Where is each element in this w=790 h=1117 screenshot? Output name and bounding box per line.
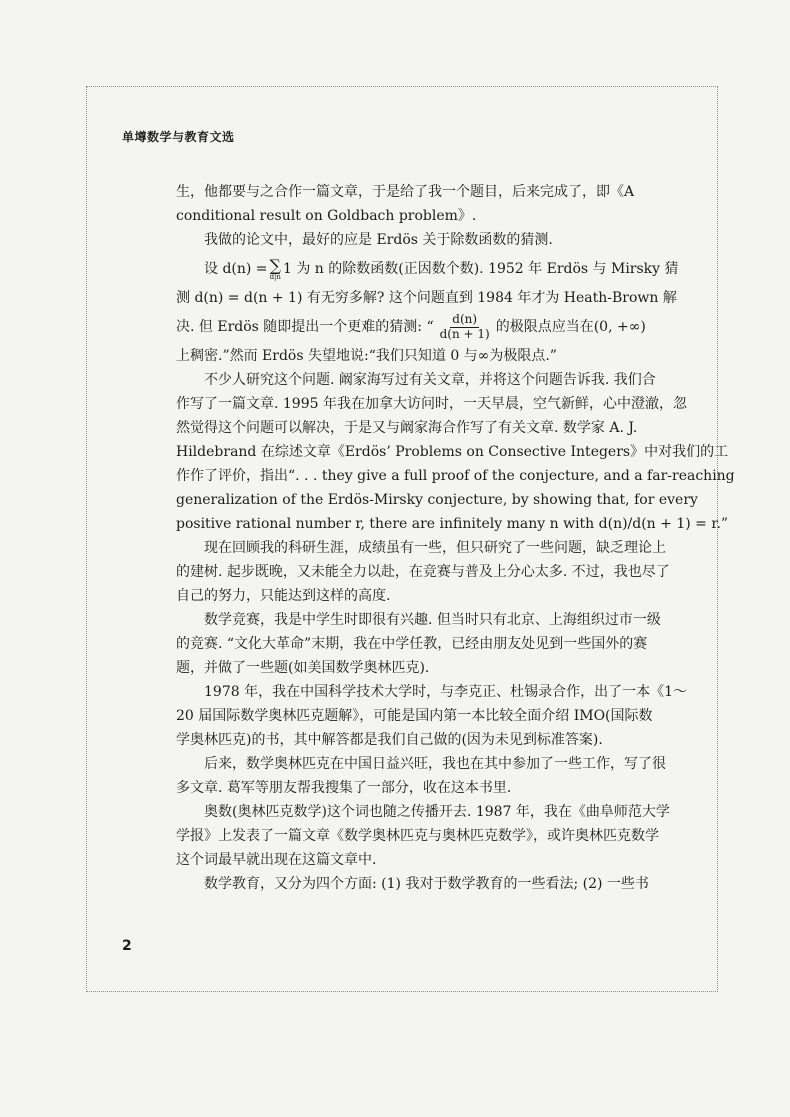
text-line: 作写了一篇文章. 1995 年我在加拿大访问时，一天早晨，空气新鲜，心中澄澈，忽 [176, 396, 687, 412]
paragraph [176, 536, 670, 608]
paragraph [176, 608, 661, 680]
text-line: 不少人研究这个问题. 阚家海写过有关文章，并将这个问题告诉我. 我们合 [204, 372, 656, 388]
text-line: 奥数(奥林匹克数学)这个词也随之传播开去. 1987 年，我在《曲阜师范大学 [204, 804, 670, 820]
text-line: 现在回顾我的科研生涯，成绩虽有一些，但只研究了一些问题，缺乏理论上 [204, 540, 666, 556]
text-line: 数学教育，又分为四个方面: (1) 我对于数学教育的一些看法; (2) 一些书 [204, 876, 649, 892]
text-line: 20 届国际数学奥林匹克题解》，可能是国内第一本比较全面介绍 IMO(国际数 [176, 708, 653, 724]
text-line: 作作了评价，指出“. . . they give a full proof of the conjecture, and a far-reaching [176, 468, 735, 484]
text-line: 我做的论文中，最好的应是 Erdös 关于除数函数的猜测. [204, 232, 553, 248]
sigma-glyph: ∑ [269, 255, 281, 275]
body-text [176, 180, 735, 896]
paragraph [176, 752, 666, 800]
summation-symbol [269, 255, 281, 281]
text-line: generalization of the Erdös-Mirsky conjecture, by showing that, for every [176, 492, 698, 508]
fraction-denominator: d(n + 1) [439, 326, 490, 341]
text-line: 学奥林匹克)的书，其中解答都是我们自己做的(因为未见到标准答案). [176, 732, 603, 748]
paragraph [176, 680, 687, 752]
text-line: 这个词最早就出现在这篇文章中. [176, 852, 377, 868]
text-line: 1978 年，我在中国科学技术大学时，与李克正、杜锡录合作，出了一本《1～ [204, 684, 687, 700]
sigma-subscript: d|n [269, 272, 281, 281]
text-line: 的竞赛. “文化大革命”末期，我在中学任教，已经由朋友处见到一些国外的赛 [176, 636, 648, 652]
text-line: 数学竞赛，我是中学生时即很有兴趣. 但当时只有北京、上海组织过市一级 [204, 612, 661, 628]
text-line: 的建树. 起步既晚，又未能全力以赴，在竞赛与普及上分心太多. 不过，我也尽了 [176, 564, 670, 580]
text-line: 多文章. 葛军等朋友帮我搜集了一部分，收在这本书里. [176, 780, 512, 796]
text-line: 然觉得这个问题可以解决，于是又与阚家海合作写了有关文章. 数学家 A. J. [176, 420, 638, 436]
math-text: 1 为 n 的除数函数(正因数个数). 1952 年 Erdös 与 Mirsky 猜 [282, 261, 679, 277]
text-line [176, 310, 646, 344]
paragraph [176, 368, 735, 536]
paragraph [176, 180, 635, 228]
text-line: 上稠密.”然而 Erdös 失望地说:“我们只知道 0 与∞为极限点.” [176, 348, 557, 364]
fraction-numerator: d(n) [452, 312, 478, 327]
text-line: 学报》上发表了一篇文章《数学奥林匹克与奥林匹克数学》，或许奥林匹克数学 [176, 828, 659, 844]
text-line [176, 252, 679, 286]
math-text: 的极限点应当在(0, +∞) [495, 319, 646, 335]
page-number: 2 [122, 938, 132, 954]
math-text: 设 d(n) = [204, 261, 268, 277]
text-line: 题，并做了一些题(如美国数学奥林匹克). [176, 660, 430, 676]
text-line: Hildebrand 在综述文章《Erdös’ Problems on Consective Integers》中对我们的工 [176, 444, 729, 460]
paragraph [176, 872, 649, 896]
paragraph [176, 228, 616, 252]
fraction [438, 313, 492, 340]
running-header: 单墫数学与教育文选 [122, 130, 235, 144]
math-paragraph [176, 252, 679, 368]
text-line: positive rational number r, there are infinitely many n with d(n)/d(n + 1) = r.” [176, 516, 729, 532]
text-line: conditional result on Goldbach problem》. [176, 208, 477, 224]
text-line: 测 d(n) = d(n + 1) 有无穷多解? 这个问题直到 1984 年才为 Heath-Brown 解 [176, 290, 677, 306]
text-line: 后来，数学奥林匹克在中国日益兴旺，我也在其中参加了一些工作，写了很 [204, 756, 666, 772]
paragraph [176, 800, 670, 872]
math-text: 决. 但 Erdös 随即提出一个更难的猜测: “ [176, 319, 434, 335]
text-line: 生，他都要与之合作一篇文章，于是给了我一个题目，后来完成了，即《A [176, 184, 635, 200]
text-line: 自己的努力，只能达到这样的高度. [176, 588, 391, 604]
